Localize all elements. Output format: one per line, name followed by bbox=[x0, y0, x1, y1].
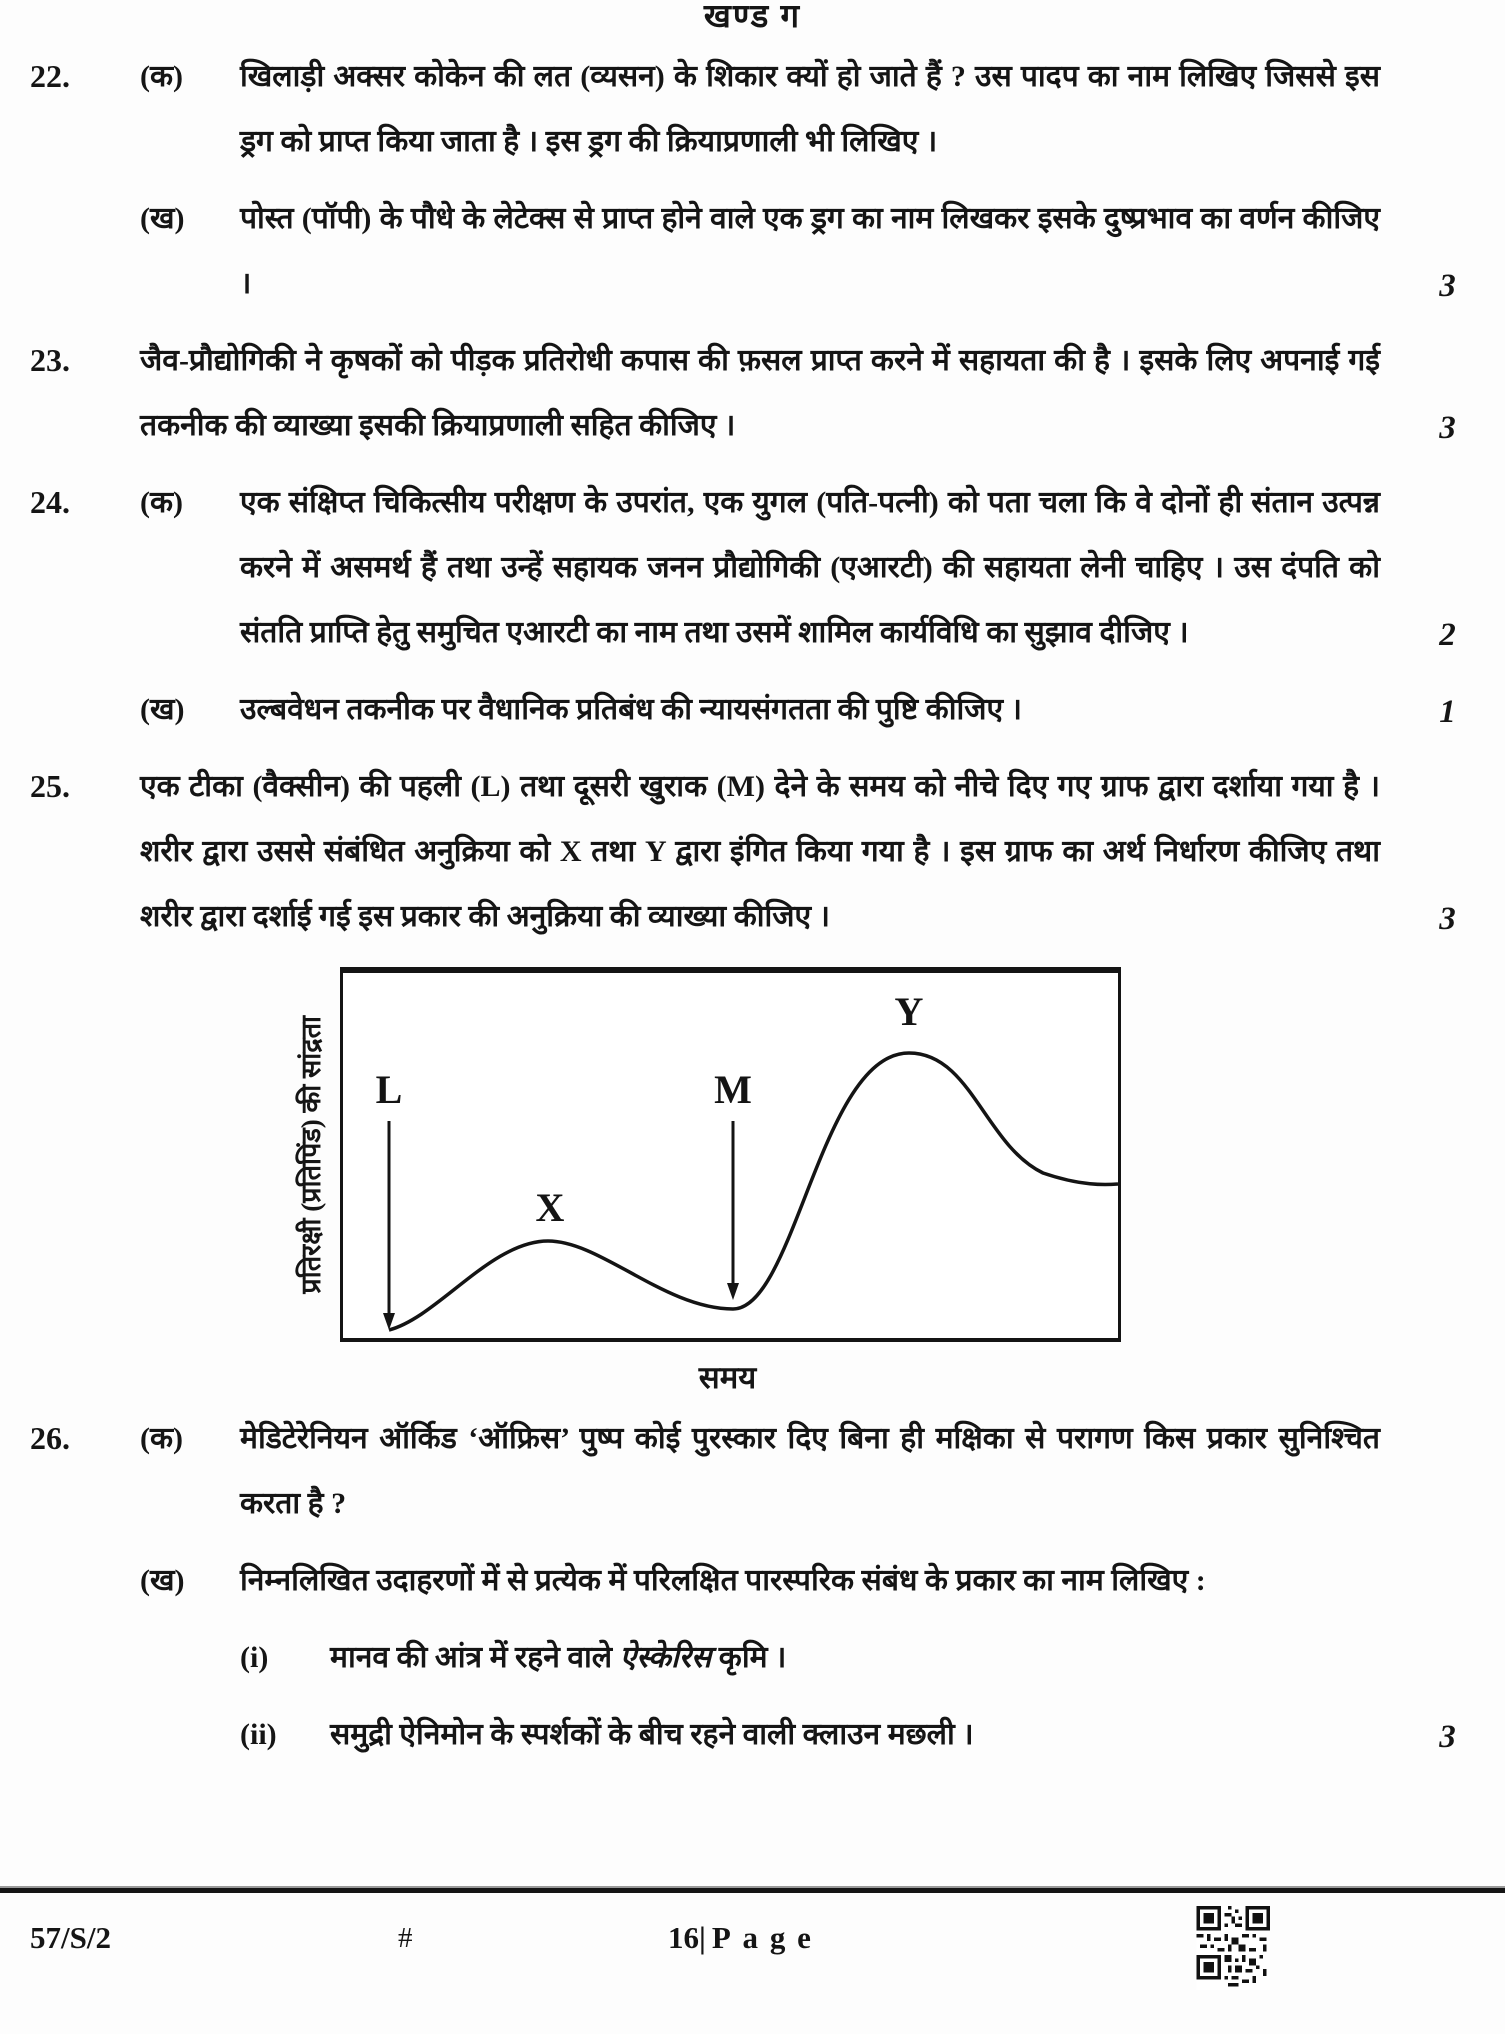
question-text: एक टीका (वैक्सीन) की पहली (L) तथा दूसरी खुराक (M) देने के समय को नीचे दिए गए ग्राफ द्वारा दर्शाया गया है । शरीर द्वारा उससे संबंधित अनुक्रिया को X तथा Y द्वारा इंगित किया गया है । इस ग्राफ का अर्थ निर्धारण कीजिए तथा शरीर द्वारा दर्शाई गई इस प्रकार की अनुक्रिया की व्याख्या कीजिए । bbox=[140, 770, 1380, 933]
qr-code bbox=[1196, 1906, 1270, 1990]
questions-area bbox=[0, 36, 1505, 1767]
question-number: 26. bbox=[30, 1420, 70, 1456]
question-text: निम्नलिखित उदाहरणों में से प्रत्येक में परिलक्षित पारस्परिक संबंध के प्रकार का नाम लिखिए : bbox=[240, 1564, 1206, 1597]
question-text: एक संक्षिप्त चिकित्सीय परीक्षण के उपरांत, एक युगल (पति-पत्नी) को पता चला कि वे दोनों ही संतान उत्पन्न करने में असमर्थ हैं तथा उन्हें सहायक जनन प्रौद्योगिकी (एआरटी) की सहायता लेनी चाहिए । उस दंपति को संतति प्राप्ति हेतु समुचित एआरटी का नाम तथा उसमें शामिल कार्यविधि का सुझाव दीजिए । bbox=[240, 486, 1380, 649]
second-dose-arrowhead bbox=[727, 1283, 739, 1300]
question-number: 22. bbox=[30, 58, 70, 94]
question-22 bbox=[0, 44, 1505, 316]
part-label: (ख) bbox=[140, 1564, 185, 1597]
label-Y: Y bbox=[894, 989, 924, 1034]
hash-mark: # bbox=[398, 1922, 413, 1954]
label-L: L bbox=[375, 1067, 403, 1112]
marks-value: 3 bbox=[1439, 901, 1456, 937]
question-22-part-a bbox=[0, 44, 1505, 174]
question-26-part-a bbox=[0, 1406, 1505, 1536]
subitem-label: (i) bbox=[240, 1641, 269, 1674]
question-number: 23. bbox=[30, 342, 70, 378]
question-23-row bbox=[0, 328, 1505, 458]
question-22-part-b bbox=[0, 186, 1505, 316]
question-25-row bbox=[0, 754, 1505, 949]
question-26-item-i bbox=[0, 1625, 1505, 1690]
part-label: (ख) bbox=[140, 693, 185, 726]
paper-code: 57/S/2 bbox=[30, 1920, 111, 1955]
subitem-text-post: कृमि । bbox=[711, 1641, 787, 1674]
marks-value: 3 bbox=[1439, 410, 1456, 446]
question-number: 24. bbox=[30, 484, 70, 520]
part-label: (ख) bbox=[140, 202, 185, 235]
subitem-text-italic: ऐस्केरिस bbox=[619, 1641, 712, 1674]
part-label: (क) bbox=[140, 60, 184, 93]
question-23 bbox=[0, 328, 1505, 458]
question-text: मेडिटेरेनियन ऑर्किड ‘ऑफ्रिस’ पुष्प कोई पुरस्कार दिए बिना ही मक्षिका से परागण किस प्रकार सुनिश्चित करता है ? bbox=[240, 1422, 1380, 1520]
question-text: पोस्त (पॉपी) के पौधे के लेटेक्स से प्राप्त होने वाले एक ड्रग का नाम लिखकर इसके दुष्प्रभाव का वर्णन कीजिए । bbox=[240, 202, 1380, 300]
page-indicator bbox=[668, 1920, 823, 1956]
part-label: (क) bbox=[140, 486, 184, 519]
subitem-text-pre: मानव की आंत्र में रहने वाले bbox=[330, 1641, 620, 1674]
section-title: खण्ड ग bbox=[703, 0, 802, 35]
label-M: M bbox=[714, 1067, 752, 1112]
figure-x-axis-label: समय bbox=[698, 1360, 757, 1395]
marks-value: 2 bbox=[1439, 617, 1456, 653]
figure-y-axis-label: प्रतिरक्षी (प्रतिपिंड) की सांद्रता bbox=[295, 1015, 326, 1294]
question-26-part-b bbox=[0, 1548, 1505, 1613]
question-text: खिलाड़ी अक्सर कोकेन की लत (व्यसन) के शिकार क्यों हो जाते हैं ? उस पादप का नाम लिखिए जिससे इस ड्रग को प्राप्त किया जाता है । इस ड्रग की क्रियाप्रणाली भी लिखिए । bbox=[240, 60, 1380, 158]
marks-value: 1 bbox=[1439, 694, 1456, 730]
page-word: Page bbox=[711, 1920, 823, 1955]
question-26-item-ii bbox=[0, 1702, 1505, 1767]
qr-code-image bbox=[1196, 1906, 1270, 1990]
question-26 bbox=[0, 1406, 1505, 1767]
page-number: 16| bbox=[668, 1920, 706, 1955]
subitem-label: (ii) bbox=[240, 1718, 277, 1751]
question-24-part-a bbox=[0, 470, 1505, 665]
question-number: 25. bbox=[30, 768, 70, 804]
figure-plot-box bbox=[340, 967, 1121, 1342]
label-X: X bbox=[535, 1185, 565, 1230]
question-24 bbox=[0, 470, 1505, 742]
footer-divider bbox=[0, 1886, 1505, 1893]
question-text: उल्बवेधन तकनीक पर वैधानिक प्रतिबंध की न्यायसंगतता की पुष्टि कीजिए । bbox=[240, 693, 1022, 726]
question-text: जैव-प्रौद्योगिकी ने कृषकों को पीड़क प्रतिरोधी कपास की फ़सल प्राप्त करने में सहायता की है । इसके लिए अपनाई गई तकनीक की व्याख्या इसकी क्रियाप्रणाली सहित कीजिए । bbox=[140, 344, 1380, 442]
subitem-text: समुद्री ऐनिमोन के स्पर्शकों के बीच रहने वाली क्लाउन मछली । bbox=[330, 1718, 974, 1751]
question-25 bbox=[0, 754, 1505, 1398]
marks-value: 3 bbox=[1439, 268, 1456, 304]
response-curve bbox=[389, 1053, 1118, 1330]
antibody-curve-plot bbox=[343, 973, 1118, 1338]
marks-value: 3 bbox=[1439, 1719, 1456, 1755]
section-header bbox=[0, 0, 1505, 36]
question-24-part-b bbox=[0, 677, 1505, 742]
immune-response-figure bbox=[280, 967, 1505, 1398]
subitem-text bbox=[330, 1625, 1390, 1690]
part-label: (क) bbox=[140, 1422, 184, 1455]
